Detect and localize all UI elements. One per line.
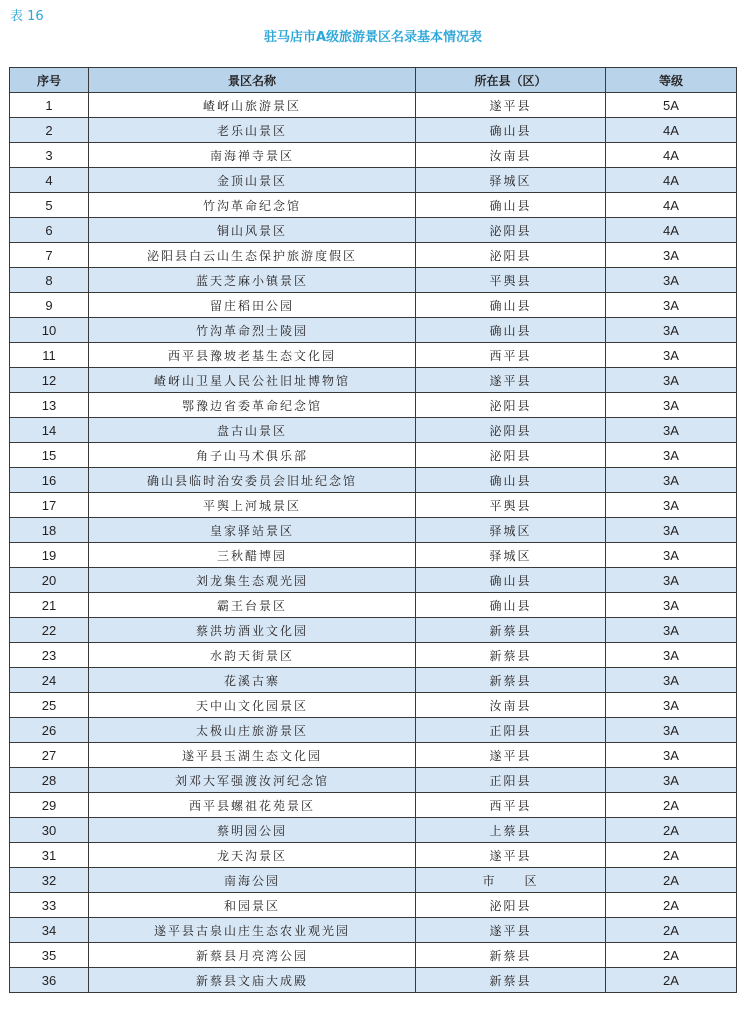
cell-index: 11 xyxy=(10,343,89,368)
cell-scenic-name: 蔡洪坊酒业文化园 xyxy=(89,618,416,643)
cell-index: 13 xyxy=(10,393,89,418)
cell-index: 26 xyxy=(10,718,89,743)
cell-index: 5 xyxy=(10,193,89,218)
table-row xyxy=(10,793,737,818)
cell-index: 2 xyxy=(10,118,89,143)
cell-county: 确山县 xyxy=(416,568,606,593)
cell-county: 泌阳县 xyxy=(416,393,606,418)
cell-grade: 3A xyxy=(606,718,737,743)
table-row xyxy=(10,468,737,493)
cell-index: 18 xyxy=(10,518,89,543)
cell-index: 4 xyxy=(10,168,89,193)
cell-grade: 2A xyxy=(606,918,737,943)
cell-scenic-name: 蔡明园公园 xyxy=(89,818,416,843)
cell-grade: 3A xyxy=(606,243,737,268)
table-row xyxy=(10,843,737,868)
cell-county: 驿城区 xyxy=(416,543,606,568)
cell-grade: 2A xyxy=(606,793,737,818)
cell-county: 确山县 xyxy=(416,293,606,318)
cell-index: 3 xyxy=(10,143,89,168)
cell-scenic-name: 龙天沟景区 xyxy=(89,843,416,868)
table-row xyxy=(10,443,737,468)
cell-index: 21 xyxy=(10,593,89,618)
cell-index: 6 xyxy=(10,218,89,243)
cell-scenic-name: 三秋醋博园 xyxy=(89,543,416,568)
cell-index: 33 xyxy=(10,893,89,918)
cell-county: 确山县 xyxy=(416,193,606,218)
cell-county: 市 区 xyxy=(416,868,606,893)
cell-grade: 4A xyxy=(606,143,737,168)
table-row xyxy=(10,93,737,118)
cell-scenic-name: 竹沟革命烈士陵园 xyxy=(89,318,416,343)
cell-index: 10 xyxy=(10,318,89,343)
cell-index: 12 xyxy=(10,368,89,393)
cell-index: 24 xyxy=(10,668,89,693)
table-header-row xyxy=(10,68,737,93)
cell-grade: 3A xyxy=(606,768,737,793)
table-row xyxy=(10,718,737,743)
table-row xyxy=(10,643,737,668)
cell-county: 确山县 xyxy=(416,593,606,618)
table-row xyxy=(10,818,737,843)
cell-grade: 4A xyxy=(606,118,737,143)
cell-scenic-name: 蓝天芝麻小镇景区 xyxy=(89,268,416,293)
cell-county: 泌阳县 xyxy=(416,443,606,468)
cell-county: 确山县 xyxy=(416,118,606,143)
cell-grade: 2A xyxy=(606,893,737,918)
cell-county: 遂平县 xyxy=(416,918,606,943)
cell-scenic-name: 遂平县古泉山庄生态农业观光园 xyxy=(89,918,416,943)
cell-scenic-name: 遂平县玉湖生态文化园 xyxy=(89,743,416,768)
cell-grade: 2A xyxy=(606,818,737,843)
cell-scenic-name: 西平县螺祖花苑景区 xyxy=(89,793,416,818)
cell-grade: 3A xyxy=(606,643,737,668)
cell-grade: 3A xyxy=(606,693,737,718)
table-body xyxy=(10,93,737,993)
table-row xyxy=(10,368,737,393)
table-row xyxy=(10,618,737,643)
table-row xyxy=(10,218,737,243)
cell-county: 确山县 xyxy=(416,318,606,343)
cell-grade: 3A xyxy=(606,743,737,768)
table-row xyxy=(10,518,737,543)
cell-scenic-name: 竹沟革命纪念馆 xyxy=(89,193,416,218)
header-index: 序号 xyxy=(10,68,89,93)
cell-county: 驿城区 xyxy=(416,518,606,543)
cell-county: 遂平县 xyxy=(416,93,606,118)
cell-grade: 3A xyxy=(606,318,737,343)
cell-index: 9 xyxy=(10,293,89,318)
cell-index: 17 xyxy=(10,493,89,518)
cell-index: 36 xyxy=(10,968,89,993)
cell-county: 正阳县 xyxy=(416,768,606,793)
table-row xyxy=(10,418,737,443)
cell-scenic-name: 南海公园 xyxy=(89,868,416,893)
cell-grade: 2A xyxy=(606,943,737,968)
cell-county: 泌阳县 xyxy=(416,893,606,918)
cell-grade: 4A xyxy=(606,218,737,243)
cell-county: 汝南县 xyxy=(416,693,606,718)
cell-grade: 4A xyxy=(606,168,737,193)
table-row xyxy=(10,743,737,768)
cell-scenic-name: 皇家驿站景区 xyxy=(89,518,416,543)
cell-grade: 3A xyxy=(606,568,737,593)
table-row xyxy=(10,943,737,968)
cell-scenic-name: 霸王台景区 xyxy=(89,593,416,618)
table-row xyxy=(10,918,737,943)
cell-index: 27 xyxy=(10,743,89,768)
cell-grade: 3A xyxy=(606,418,737,443)
cell-scenic-name: 留庄稻田公园 xyxy=(89,293,416,318)
cell-county: 泌阳县 xyxy=(416,218,606,243)
cell-grade: 3A xyxy=(606,543,737,568)
cell-index: 25 xyxy=(10,693,89,718)
cell-scenic-name: 确山县临时治安委员会旧址纪念馆 xyxy=(89,468,416,493)
cell-grade: 2A xyxy=(606,868,737,893)
header-name: 景区名称 xyxy=(89,68,416,93)
cell-index: 22 xyxy=(10,618,89,643)
table-row xyxy=(10,293,737,318)
cell-grade: 3A xyxy=(606,593,737,618)
cell-scenic-name: 水韵天街景区 xyxy=(89,643,416,668)
cell-scenic-name: 铜山风景区 xyxy=(89,218,416,243)
cell-grade: 3A xyxy=(606,293,737,318)
table-row xyxy=(10,668,737,693)
table-row xyxy=(10,768,737,793)
cell-county: 遂平县 xyxy=(416,843,606,868)
cell-index: 35 xyxy=(10,943,89,968)
cell-scenic-name: 老乐山景区 xyxy=(89,118,416,143)
cell-scenic-name: 新蔡县月亮湾公园 xyxy=(89,943,416,968)
cell-grade: 3A xyxy=(606,343,737,368)
table-row xyxy=(10,118,737,143)
cell-scenic-name: 天中山文化园景区 xyxy=(89,693,416,718)
cell-index: 34 xyxy=(10,918,89,943)
table-label: 表 16 xyxy=(10,9,44,24)
cell-county: 泌阳县 xyxy=(416,418,606,443)
cell-county: 泌阳县 xyxy=(416,243,606,268)
cell-county: 上蔡县 xyxy=(416,818,606,843)
cell-index: 23 xyxy=(10,643,89,668)
table-row xyxy=(10,243,737,268)
cell-index: 14 xyxy=(10,418,89,443)
cell-scenic-name: 平舆上河城景区 xyxy=(89,493,416,518)
table-row xyxy=(10,893,737,918)
cell-county: 遂平县 xyxy=(416,368,606,393)
cell-county: 平舆县 xyxy=(416,268,606,293)
cell-county: 平舆县 xyxy=(416,493,606,518)
cell-grade: 3A xyxy=(606,618,737,643)
table-row xyxy=(10,868,737,893)
cell-county: 新蔡县 xyxy=(416,943,606,968)
cell-county: 新蔡县 xyxy=(416,968,606,993)
cell-index: 32 xyxy=(10,868,89,893)
table-row xyxy=(10,493,737,518)
cell-grade: 3A xyxy=(606,268,737,293)
header-county: 所在县（区） xyxy=(416,68,606,93)
cell-scenic-name: 盘古山景区 xyxy=(89,418,416,443)
cell-scenic-name: 泌阳县白云山生态保护旅游度假区 xyxy=(89,243,416,268)
cell-index: 8 xyxy=(10,268,89,293)
table-row xyxy=(10,268,737,293)
cell-index: 15 xyxy=(10,443,89,468)
cell-index: 30 xyxy=(10,818,89,843)
table-row xyxy=(10,318,737,343)
table-row xyxy=(10,343,737,368)
cell-county: 驿城区 xyxy=(416,168,606,193)
cell-scenic-name: 西平县豫坡老基生态文化园 xyxy=(89,343,416,368)
cell-index: 20 xyxy=(10,568,89,593)
cell-scenic-name: 嵖岈山旅游景区 xyxy=(89,93,416,118)
cell-scenic-name: 金顶山景区 xyxy=(89,168,416,193)
header-grade: 等级 xyxy=(606,68,737,93)
cell-scenic-name: 新蔡县文庙大成殿 xyxy=(89,968,416,993)
page-title: 驻马店市A级旅游景区名录基本情况表 xyxy=(263,30,483,45)
cell-county: 新蔡县 xyxy=(416,618,606,643)
table-row xyxy=(10,193,737,218)
cell-scenic-name: 花溪古寨 xyxy=(89,668,416,693)
table-row xyxy=(10,693,737,718)
cell-county: 正阳县 xyxy=(416,718,606,743)
cell-grade: 3A xyxy=(606,468,737,493)
cell-scenic-name: 刘邓大军强渡汝河纪念馆 xyxy=(89,768,416,793)
cell-grade: 5A xyxy=(606,93,737,118)
cell-scenic-name: 和园景区 xyxy=(89,893,416,918)
cell-index: 19 xyxy=(10,543,89,568)
table-row xyxy=(10,568,737,593)
cell-grade: 3A xyxy=(606,443,737,468)
cell-scenic-name: 刘龙集生态观光园 xyxy=(89,568,416,593)
cell-grade: 3A xyxy=(606,493,737,518)
table-row xyxy=(10,168,737,193)
cell-county: 新蔡县 xyxy=(416,668,606,693)
cell-grade: 4A xyxy=(606,193,737,218)
table-row xyxy=(10,143,737,168)
cell-index: 1 xyxy=(10,93,89,118)
cell-scenic-name: 南海禅寺景区 xyxy=(89,143,416,168)
cell-county: 西平县 xyxy=(416,343,606,368)
cell-scenic-name: 太极山庄旅游景区 xyxy=(89,718,416,743)
cell-index: 7 xyxy=(10,243,89,268)
cell-index: 31 xyxy=(10,843,89,868)
cell-index: 16 xyxy=(10,468,89,493)
scenic-area-table xyxy=(9,67,737,993)
cell-scenic-name: 嵖岈山卫星人民公社旧址博物馆 xyxy=(89,368,416,393)
cell-grade: 2A xyxy=(606,968,737,993)
cell-county: 确山县 xyxy=(416,468,606,493)
cell-county: 汝南县 xyxy=(416,143,606,168)
cell-grade: 3A xyxy=(606,518,737,543)
table-row xyxy=(10,593,737,618)
cell-grade: 3A xyxy=(606,393,737,418)
cell-county: 新蔡县 xyxy=(416,643,606,668)
table-row xyxy=(10,393,737,418)
cell-grade: 3A xyxy=(606,368,737,393)
cell-scenic-name: 角子山马术俱乐部 xyxy=(89,443,416,468)
cell-index: 28 xyxy=(10,768,89,793)
cell-county: 西平县 xyxy=(416,793,606,818)
cell-grade: 2A xyxy=(606,843,737,868)
cell-scenic-name: 鄂豫边省委革命纪念馆 xyxy=(89,393,416,418)
table-row xyxy=(10,968,737,993)
cell-index: 29 xyxy=(10,793,89,818)
cell-county: 遂平县 xyxy=(416,743,606,768)
cell-grade: 3A xyxy=(606,668,737,693)
table-row xyxy=(10,543,737,568)
